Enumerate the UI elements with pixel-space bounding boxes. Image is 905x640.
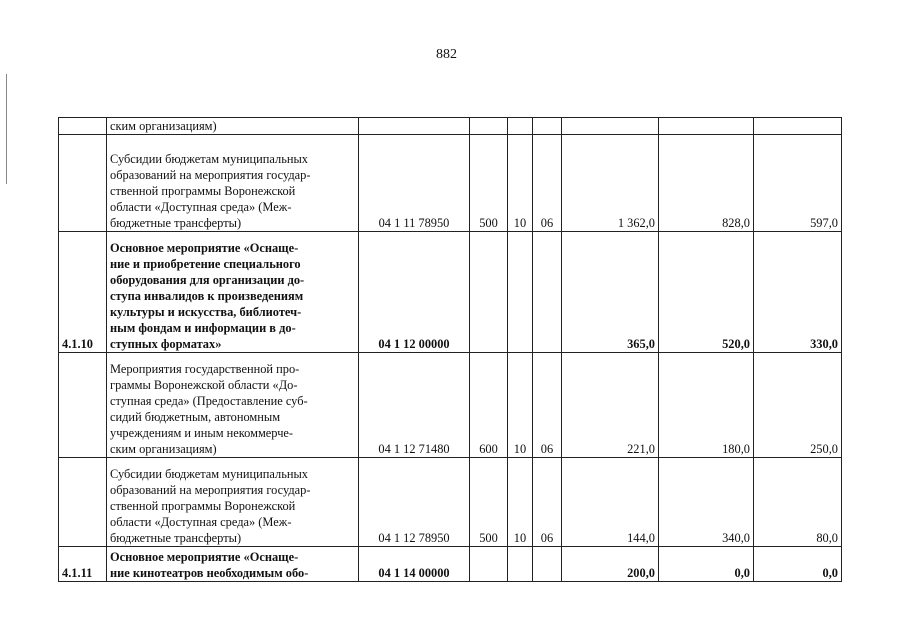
row-vr: 500 [470, 135, 508, 232]
row-value-3: 330,0 [754, 232, 842, 353]
row-value-1: 200,0 [562, 547, 659, 582]
row-code: 04 1 12 00000 [359, 232, 470, 353]
row-vr [470, 118, 508, 135]
row-code: 04 1 12 78950 [359, 458, 470, 547]
row-pr [533, 232, 562, 353]
row-rz [508, 118, 533, 135]
row-name: ским организациям) [107, 118, 359, 135]
row-code: 04 1 12 71480 [359, 353, 470, 458]
table-row [59, 547, 842, 582]
row-value-2 [659, 118, 754, 135]
row-name: Основное мероприятие «Оснаще- ние кинотеатров необходимым обо- [107, 547, 359, 582]
row-number [59, 118, 107, 135]
table-row [59, 135, 842, 232]
row-number: 4.1.10 [59, 232, 107, 353]
row-value-2: 340,0 [659, 458, 754, 547]
row-value-3 [754, 118, 842, 135]
row-name: Субсидии бюджетам муниципальных образований на мероприятия государ- ственной программы Воронежской области «Доступная среда» (Меж- бюджетные трансферты) [107, 135, 359, 232]
table-row [59, 232, 842, 353]
row-value-3: 0,0 [754, 547, 842, 582]
row-number [59, 135, 107, 232]
row-code: 04 1 14 00000 [359, 547, 470, 582]
row-value-2: 0,0 [659, 547, 754, 582]
row-value-3: 597,0 [754, 135, 842, 232]
row-rz [508, 547, 533, 582]
row-vr: 500 [470, 458, 508, 547]
row-name: Основное мероприятие «Оснаще- ние и приобретение специального оборудования для организации до- ступа инвалидов к произведениям культуры и искусства, библиотеч- ным фондам и информации в до- ступных форматах» [107, 232, 359, 353]
row-vr: 600 [470, 353, 508, 458]
row-pr [533, 547, 562, 582]
row-value-1: 221,0 [562, 353, 659, 458]
row-name: Субсидии бюджетам муниципальных образований на мероприятия государ- ственной программы Воронежской области «Доступная среда» (Меж- бюджетные трансферты) [107, 458, 359, 547]
row-value-3: 80,0 [754, 458, 842, 547]
row-value-3: 250,0 [754, 353, 842, 458]
margin-line [6, 74, 7, 184]
row-rz [508, 232, 533, 353]
row-rz: 10 [508, 458, 533, 547]
row-number: 4.1.11 [59, 547, 107, 582]
table-row [59, 353, 842, 458]
row-vr [470, 232, 508, 353]
row-value-1: 1 362,0 [562, 135, 659, 232]
row-pr: 06 [533, 458, 562, 547]
row-number [59, 353, 107, 458]
row-rz: 10 [508, 135, 533, 232]
table-row [59, 118, 842, 135]
row-value-1: 365,0 [562, 232, 659, 353]
row-number [59, 458, 107, 547]
row-code [359, 118, 470, 135]
table-row [59, 458, 842, 547]
row-pr: 06 [533, 353, 562, 458]
row-pr: 06 [533, 135, 562, 232]
row-name: Мероприятия государственной про- граммы Воронежской области «До- ступная среда» (Предоставление суб- сидий бюджетным, автономным учреждениям и иным некоммерче- ским организациям) [107, 353, 359, 458]
row-value-2: 828,0 [659, 135, 754, 232]
row-value-2: 520,0 [659, 232, 754, 353]
page-number: 882 [436, 47, 457, 62]
row-rz: 10 [508, 353, 533, 458]
row-vr [470, 547, 508, 582]
row-pr [533, 118, 562, 135]
budget-table [58, 117, 842, 582]
row-value-1 [562, 118, 659, 135]
row-value-2: 180,0 [659, 353, 754, 458]
row-code: 04 1 11 78950 [359, 135, 470, 232]
row-value-1: 144,0 [562, 458, 659, 547]
